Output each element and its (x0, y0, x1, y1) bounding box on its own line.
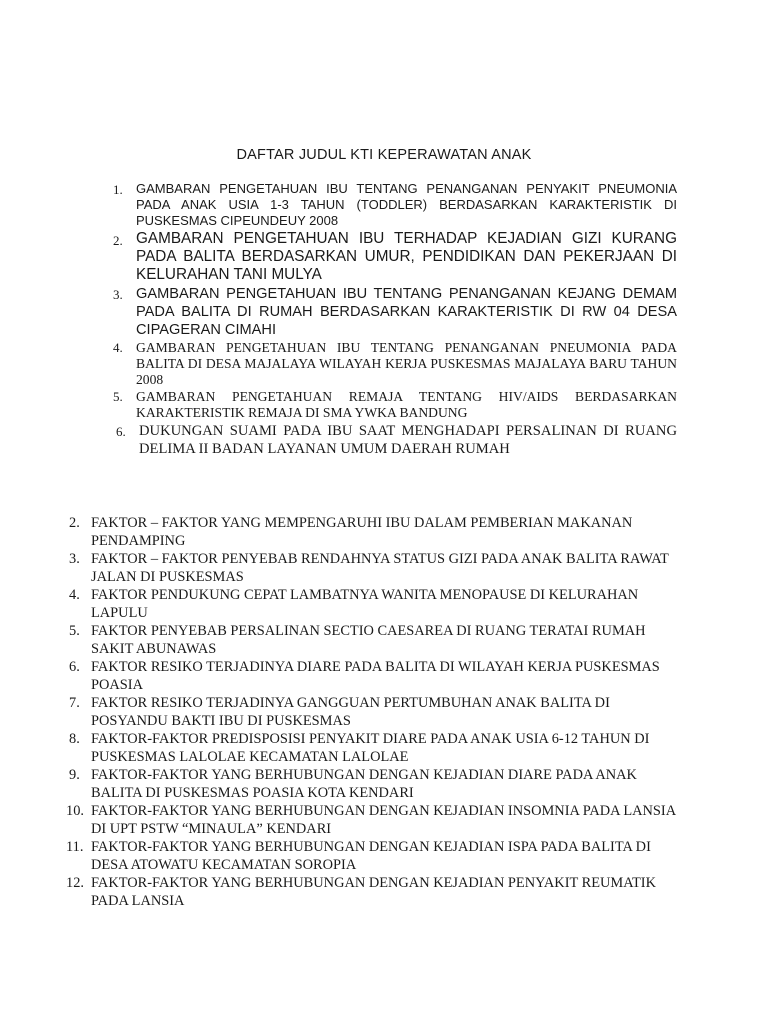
list-item-text: FAKTOR PENDUKUNG CEPAT LAMBATNYA WANITA MENOPAUSE DI KELURAHAN LAPULU (91, 587, 639, 621)
list-item-text: FAKTOR – FAKTOR YANG MEMPENGARUHI IBU DALAM PEMBERIAN MAKANAN PENDAMPING (91, 515, 633, 549)
list-item (66, 766, 680, 802)
list-item-number: 5. (113, 389, 123, 404)
list-item-text: FAKTOR-FAKTOR YANG BERHUBUNGAN DENGAN KEJADIAN INSOMNIA PADA LANSIA DI UPT PSTW “MINAULA” KENDARI (91, 803, 676, 837)
document-title: DAFTAR JUDUL KTI KEPERAWATAN ANAK (236, 147, 532, 163)
list-item-text: FAKTOR RESIKO TERJADINYA GANGGUAN PERTUMBUHAN ANAK BALITA DI POSYANDU BAKTI IBU DI PUSKESMAS (91, 695, 610, 729)
list-item (66, 514, 680, 550)
list-item-text: GAMBARAN PENGETAHUAN REMAJA TENTANG HIV/AIDS BERDASARKAN KARAKTERISTIK REMAJA DI SMA YWKA BANDUNG (136, 389, 677, 420)
list-item-number: 7. (69, 695, 80, 711)
list-item-text: DUKUNGAN SUAMI PADA IBU SAAT MENGHADAPI PERSALINAN DI RUANG DELIMA II BADAN LAYANAN UMUM DAERAH RUMAH (139, 423, 677, 457)
list-item-text: FAKTOR PENYEBAB PERSALINAN SECTIO CAESAREA DI RUANG TERATAI RUMAH SAKIT ABUNAWAS (91, 623, 646, 657)
list-item-text: FAKTOR-FAKTOR YANG BERHUBUNGAN DENGAN KEJADIAN DIARE PADA ANAK BALITA DI PUSKESMAS POASIA KOTA KENDARI (91, 767, 637, 801)
list-item-text: GAMBARAN PENGETAHUAN IBU TERHADAP KEJADIAN GIZI KURANG PADA BALITA BERDASARKAN UMUR, PENDIDIKAN DAN PEKERJAAN DI KELURAHAN TANI MULYA (136, 230, 677, 283)
list-item-text: FAKTOR-FAKTOR YANG BERHUBUNGAN DENGAN KEJADIAN ISPA PADA BALITA DI DESA ATOWATU KECAMATAN SOROPIA (91, 839, 651, 873)
list-item-number: 4. (113, 340, 123, 355)
list-item (66, 694, 680, 730)
list-item-number: 6. (116, 424, 126, 439)
list-item-number: 2. (69, 515, 80, 531)
list-item-text: FAKTOR-FAKTOR YANG BERHUBUNGAN DENGAN KEJADIAN PENYAKIT REUMATIK PADA LANSIA (91, 875, 656, 909)
list-item (66, 622, 680, 658)
list-item-number: 11. (66, 839, 84, 855)
list-item-number: 3. (69, 551, 80, 567)
list-item-number: 2. (113, 233, 123, 248)
list-item (66, 874, 680, 910)
list-item (66, 550, 680, 586)
list-item (105, 340, 677, 388)
list-item-text: FAKTOR-FAKTOR PREDISPOSISI PENYAKIT DIARE PADA ANAK USIA 6-12 TAHUN DI PUSKESMAS LALOLAE KECAMATAN LALOLAE (91, 731, 650, 765)
list-item-text: GAMBARAN PENGETAHUAN IBU TENTANG PENANGANAN KEJANG DEMAM PADA BALITA DI RUMAH BERDASARKAN KARAKTERISTIK DI RW 04 DESA CIPAGERAN CIMAHI (136, 286, 677, 338)
list-item-number: 5. (69, 623, 80, 639)
list-item (66, 730, 680, 766)
list-item (105, 389, 677, 421)
list-item-number: 4. (69, 587, 80, 603)
list-item (105, 181, 677, 229)
list-item-number: 9. (69, 767, 80, 783)
list-item-text: GAMBARAN PENGETAHUAN IBU TENTANG PENANGANAN PNEUMONIA PADA BALITA DI DESA MAJALAYA WILAYAH KERJA PUSKESMAS MAJALAYA BARU TAHUN 2008 (136, 340, 677, 387)
list-item-text: GAMBARAN PENGETAHUAN IBU TENTANG PENANGANAN PENYAKIT PNEUMONIA PADA ANAK USIA 1-3 TAHUN (TODDLER) BERDASARKAN KARAKTERISTIK DI PUSKESMAS CIPEUNDEUY 2008 (136, 181, 677, 228)
kti-title-list-a (105, 181, 677, 459)
list-item-number: 6. (69, 659, 80, 675)
list-item (105, 285, 677, 339)
list-item (66, 838, 680, 874)
list-item-number: 10. (66, 803, 84, 819)
list-item-number: 8. (69, 731, 80, 747)
list-item-text: FAKTOR – FAKTOR PENYEBAB RENDAHNYA STATUS GIZI PADA ANAK BALITA RAWAT JALAN DI PUSKESMAS (91, 551, 669, 585)
list-item-text: FAKTOR RESIKO TERJADINYA DIARE PADA BALITA DI WILAYAH KERJA PUSKESMAS POASIA (91, 659, 660, 693)
list-item (105, 422, 677, 458)
list-item (66, 658, 680, 694)
list-item-number: 12. (66, 875, 84, 891)
list-item-number: 1. (113, 182, 123, 197)
list-item (66, 802, 680, 838)
list-item-number: 3. (113, 287, 123, 302)
kti-title-list-b (66, 514, 680, 910)
list-item (105, 230, 677, 284)
list-item (66, 586, 680, 622)
